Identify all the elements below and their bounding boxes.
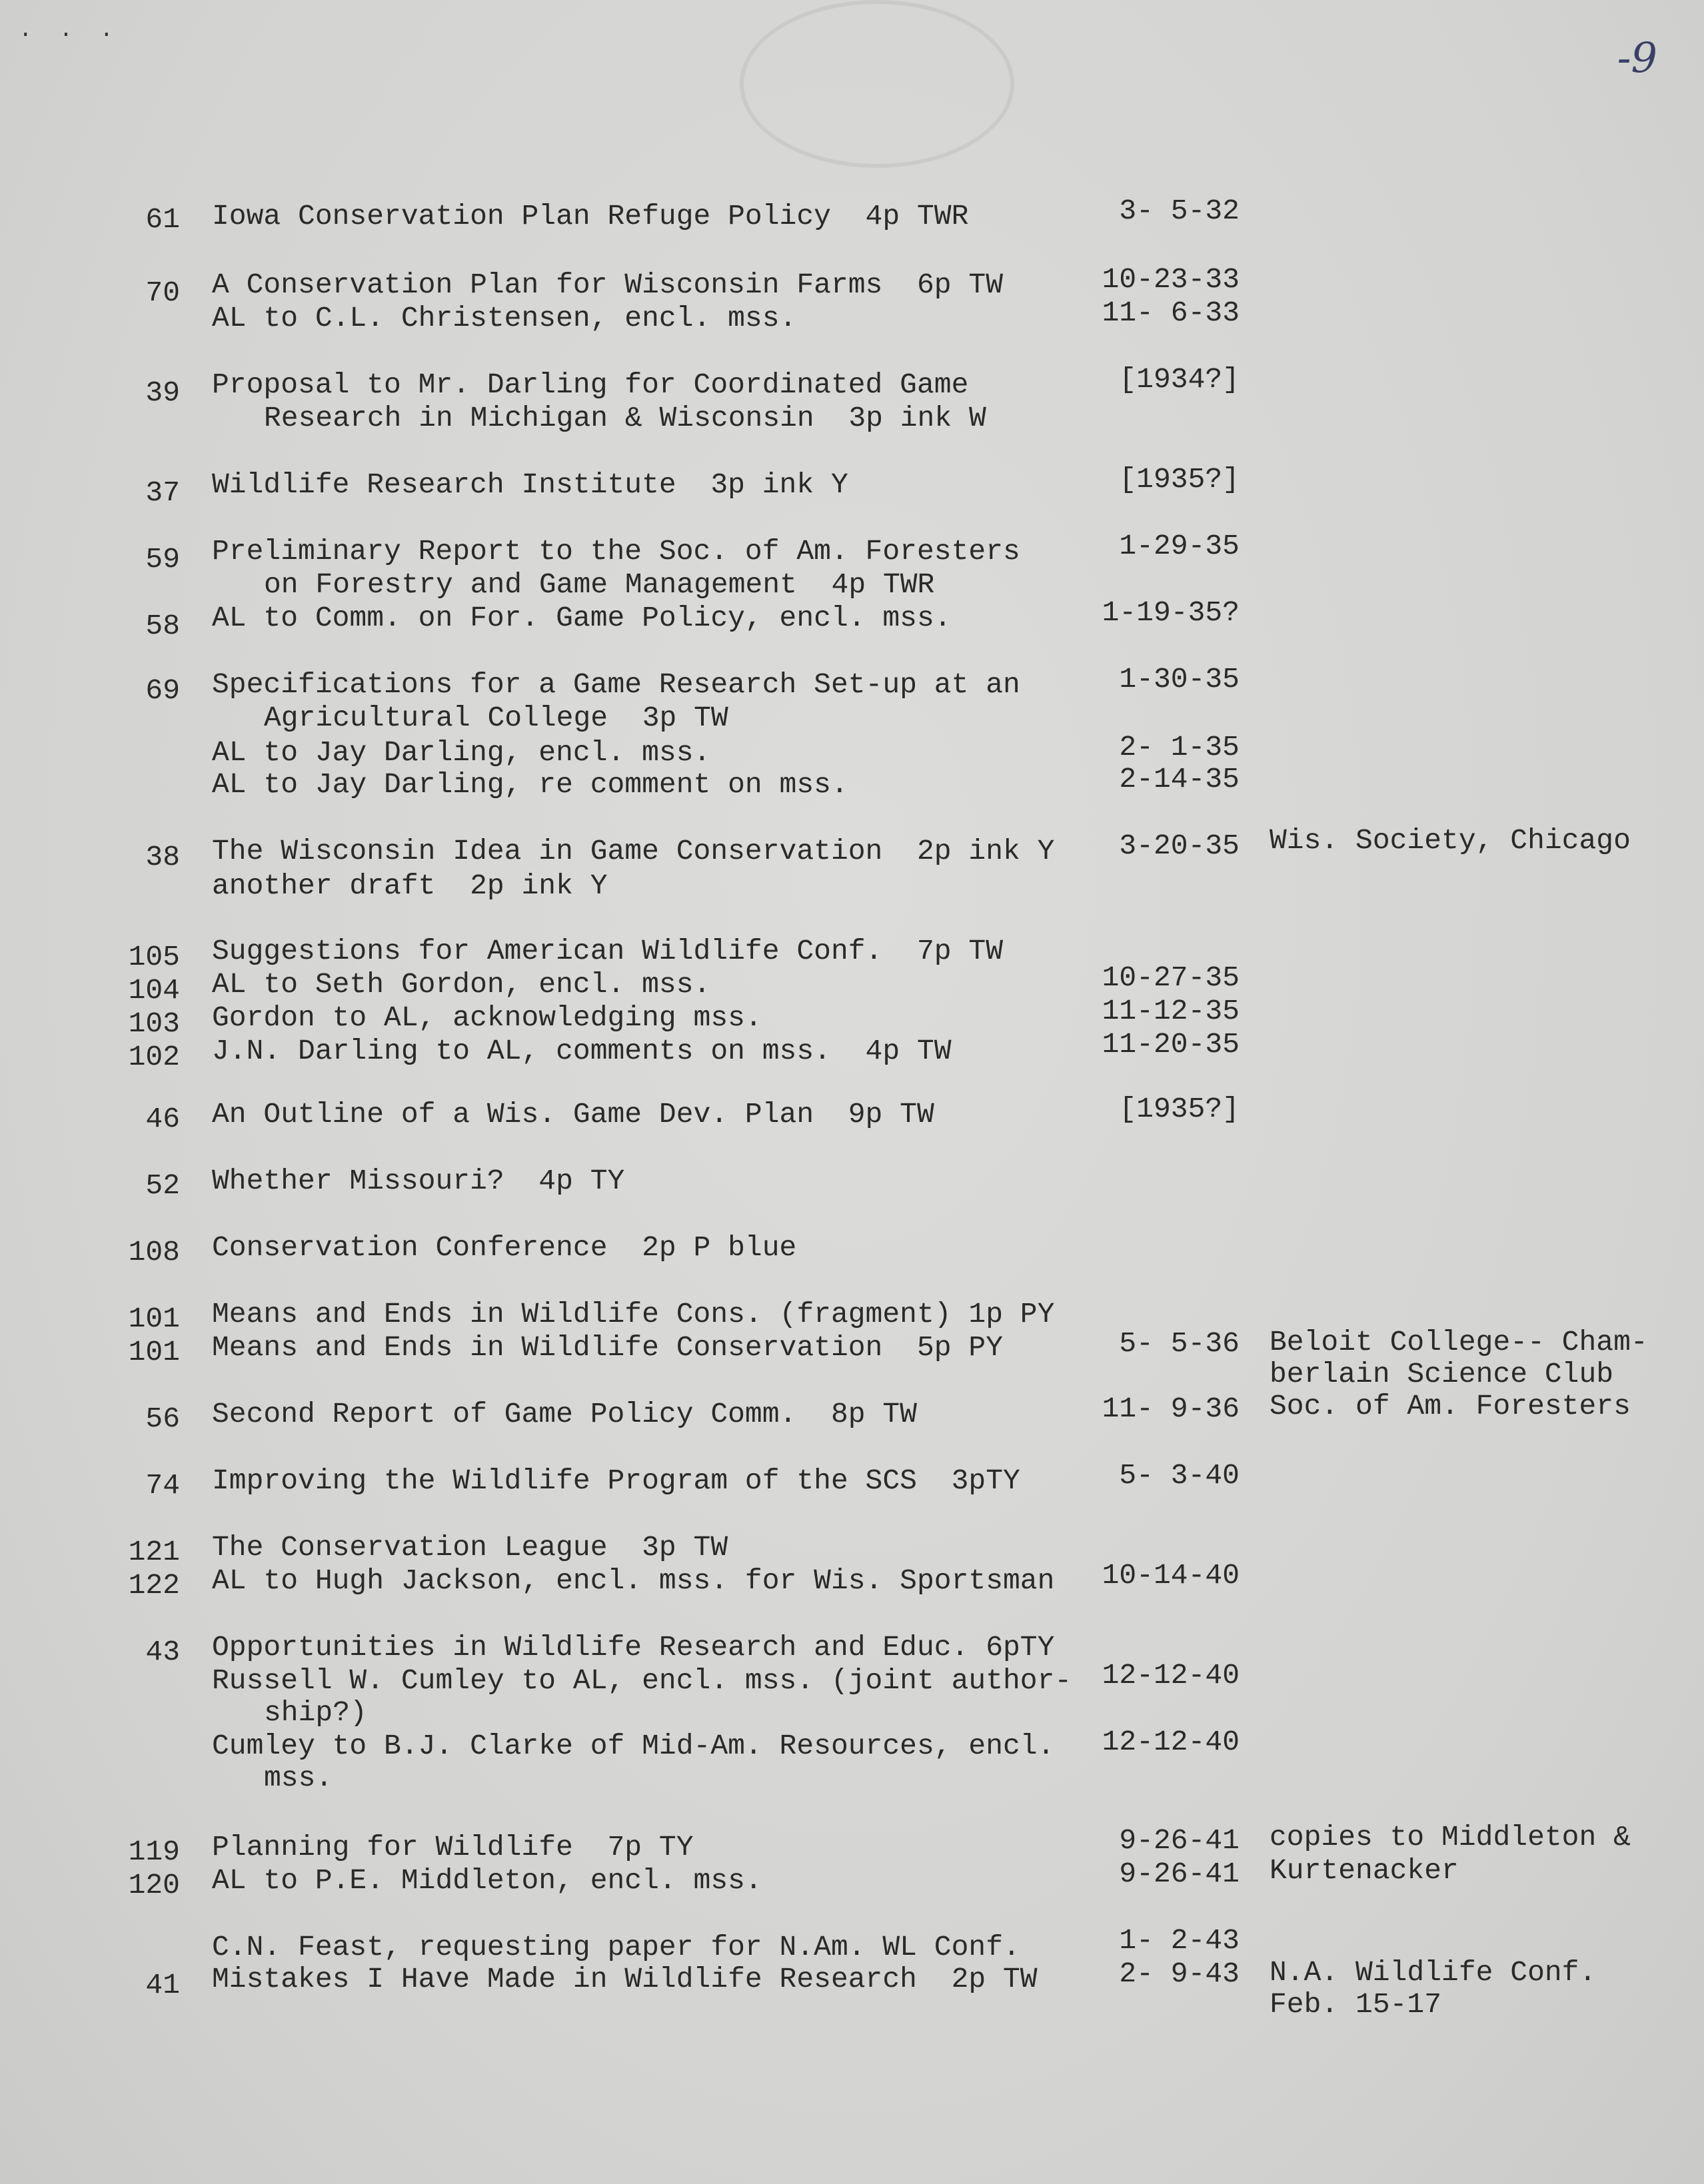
item-title: another draft 2p ink Y xyxy=(212,869,608,902)
item-title: Proposal to Mr. Darling for Coordinated Game xyxy=(212,368,969,401)
item-date: 2-14-35 xyxy=(1119,763,1240,796)
item-date: 5- 5-36 xyxy=(1119,1327,1240,1360)
item-date: 9-26-41 xyxy=(1119,1824,1240,1857)
item-date: 10-23-33 xyxy=(1102,263,1240,296)
page-number: -9 xyxy=(1617,33,1657,82)
item-title: An Outline of a Wis. Game Dev. Plan 9p TW xyxy=(212,1098,934,1131)
item-note: Soc. of Am. Foresters xyxy=(1270,1390,1631,1422)
item-date: 11-20-35 xyxy=(1102,1028,1240,1061)
item-title: AL to Jay Darling, encl. mss. xyxy=(212,736,711,769)
item-date: 12-12-40 xyxy=(1102,1659,1240,1692)
item-number: 103 xyxy=(128,1007,180,1040)
item-number: 37 xyxy=(145,476,180,509)
item-date: [1934?] xyxy=(1119,363,1240,396)
item-note: Kurtenacker xyxy=(1270,1854,1459,1887)
item-date: 2- 9-43 xyxy=(1119,1957,1240,1990)
item-title: Means and Ends in Wildlife Cons. (fragment) 1p PY xyxy=(212,1298,1055,1331)
item-number: 101 xyxy=(128,1303,180,1335)
item-date: [1935?] xyxy=(1119,463,1240,496)
item-title: Second Report of Game Policy Comm. 8p TW xyxy=(212,1398,917,1430)
item-title: Whether Missouri? 4p TY xyxy=(212,1165,625,1197)
item-title: Mistakes I Have Made in Wildlife Research 2p TW xyxy=(212,1963,1038,1995)
item-number: 38 xyxy=(145,841,180,873)
item-number: 120 xyxy=(128,1869,180,1902)
item-number: 104 xyxy=(128,974,180,1007)
item-note: N.A. Wildlife Conf. xyxy=(1270,1956,1597,1989)
item-date: 11- 6-33 xyxy=(1102,296,1240,329)
item-date: 9-26-41 xyxy=(1119,1858,1240,1890)
seal-stamp xyxy=(740,0,1014,168)
item-number: 102 xyxy=(128,1041,180,1073)
item-date: 11- 9-36 xyxy=(1102,1392,1240,1425)
item-title: Russell W. Cumley to AL, encl. mss. (joint author- xyxy=(212,1664,1072,1697)
item-number: 43 xyxy=(145,1636,180,1668)
item-note: Wis. Society, Chicago xyxy=(1270,824,1631,857)
item-title: J.N. Darling to AL, comments on mss. 4p TW xyxy=(212,1035,952,1067)
item-note: berlain Science Club xyxy=(1270,1358,1614,1390)
item-number: 119 xyxy=(128,1836,180,1868)
item-title: The Wisconsin Idea in Game Conservation 2p ink Y xyxy=(212,835,1055,867)
item-title: Improving the Wildlife Program of the SCS 3pTY xyxy=(212,1464,1020,1497)
item-title: Specifications for a Game Research Set-up at an xyxy=(212,668,1020,701)
item-title: Iowa Conservation Plan Refuge Policy 4p TWR xyxy=(212,200,969,233)
item-title: Gordon to AL, acknowledging mss. xyxy=(212,1001,762,1034)
item-number: 122 xyxy=(128,1569,180,1602)
item-number: 52 xyxy=(145,1169,180,1202)
item-date: 3-20-35 xyxy=(1119,829,1240,862)
item-number: 70 xyxy=(145,276,180,309)
item-title: AL to Jay Darling, re comment on mss. xyxy=(212,768,848,801)
item-number: 58 xyxy=(145,610,180,642)
item-date: 1-29-35 xyxy=(1119,530,1240,562)
item-title: Agricultural College 3p TW xyxy=(264,702,728,734)
item-number: 61 xyxy=(145,203,180,236)
item-title: A Conservation Plan for Wisconsin Farms 6p TW xyxy=(212,269,1003,301)
item-title: Wildlife Research Institute 3p ink Y xyxy=(212,468,848,501)
item-note: copies to Middleton & xyxy=(1270,1821,1631,1854)
item-title: C.N. Feast, requesting paper for N.Am. WL Conf. xyxy=(212,1931,1020,1963)
item-title: Means and Ends in Wildlife Conservation 5p PY xyxy=(212,1331,1003,1364)
edge-marks: · · · xyxy=(19,23,121,48)
item-number: 121 xyxy=(128,1536,180,1568)
item-title: Conservation Conference 2p P blue xyxy=(212,1231,797,1264)
item-number: 39 xyxy=(145,376,180,409)
item-number: 74 xyxy=(145,1469,180,1502)
item-note: Beloit College-- Cham- xyxy=(1270,1326,1648,1359)
item-number: 108 xyxy=(128,1236,180,1269)
item-date: 5- 3-40 xyxy=(1119,1459,1240,1492)
item-number: 41 xyxy=(145,1969,180,2001)
item-date: 3- 5-32 xyxy=(1119,195,1240,227)
item-title: Planning for Wildlife 7p TY xyxy=(212,1831,694,1864)
item-title: AL to Seth Gordon, encl. mss. xyxy=(212,968,711,1001)
item-title: Suggestions for American Wildlife Conf. 7p TW xyxy=(212,935,1003,967)
item-title: on Forestry and Game Management 4p TWR xyxy=(264,568,935,601)
item-title: AL to Hugh Jackson, encl. mss. for Wis. Sportsman xyxy=(212,1564,1055,1597)
item-title: Research in Michigan & Wisconsin 3p ink W xyxy=(264,402,986,434)
item-date: 2- 1-35 xyxy=(1119,731,1240,764)
item-title: The Conservation League 3p TW xyxy=(212,1531,728,1564)
item-title: ship?) xyxy=(264,1696,367,1729)
item-title: Opportunities in Wildlife Research and Educ. 6pTY xyxy=(212,1631,1055,1664)
item-title: Cumley to B.J. Clarke of Mid-Am. Resources, encl. xyxy=(212,1730,1055,1762)
item-number: 46 xyxy=(145,1103,180,1135)
item-number: 56 xyxy=(145,1402,180,1435)
item-number: 59 xyxy=(145,543,180,576)
item-note: Feb. 15-17 xyxy=(1270,1988,1442,2021)
item-date: 10-14-40 xyxy=(1102,1559,1240,1592)
item-date: 12-12-40 xyxy=(1102,1726,1240,1758)
item-title: AL to C.L. Christensen, encl. mss. xyxy=(212,302,797,334)
item-number: 105 xyxy=(128,941,180,973)
item-number: 69 xyxy=(145,674,180,707)
item-number: 101 xyxy=(128,1336,180,1368)
item-date: 1-30-35 xyxy=(1119,663,1240,696)
item-date: 11-12-35 xyxy=(1102,995,1240,1027)
item-title: AL to Comm. on For. Game Policy, encl. mss. xyxy=(212,602,952,634)
item-title: mss. xyxy=(264,1762,333,1794)
item-title: Preliminary Report to the Soc. of Am. Foresters xyxy=(212,535,1020,568)
item-date: 1- 2-43 xyxy=(1119,1924,1240,1957)
item-title: AL to P.E. Middleton, encl. mss. xyxy=(212,1864,762,1897)
item-date: 10-27-35 xyxy=(1102,961,1240,994)
item-date: [1935?] xyxy=(1119,1093,1240,1125)
item-date: 1-19-35? xyxy=(1102,596,1240,629)
